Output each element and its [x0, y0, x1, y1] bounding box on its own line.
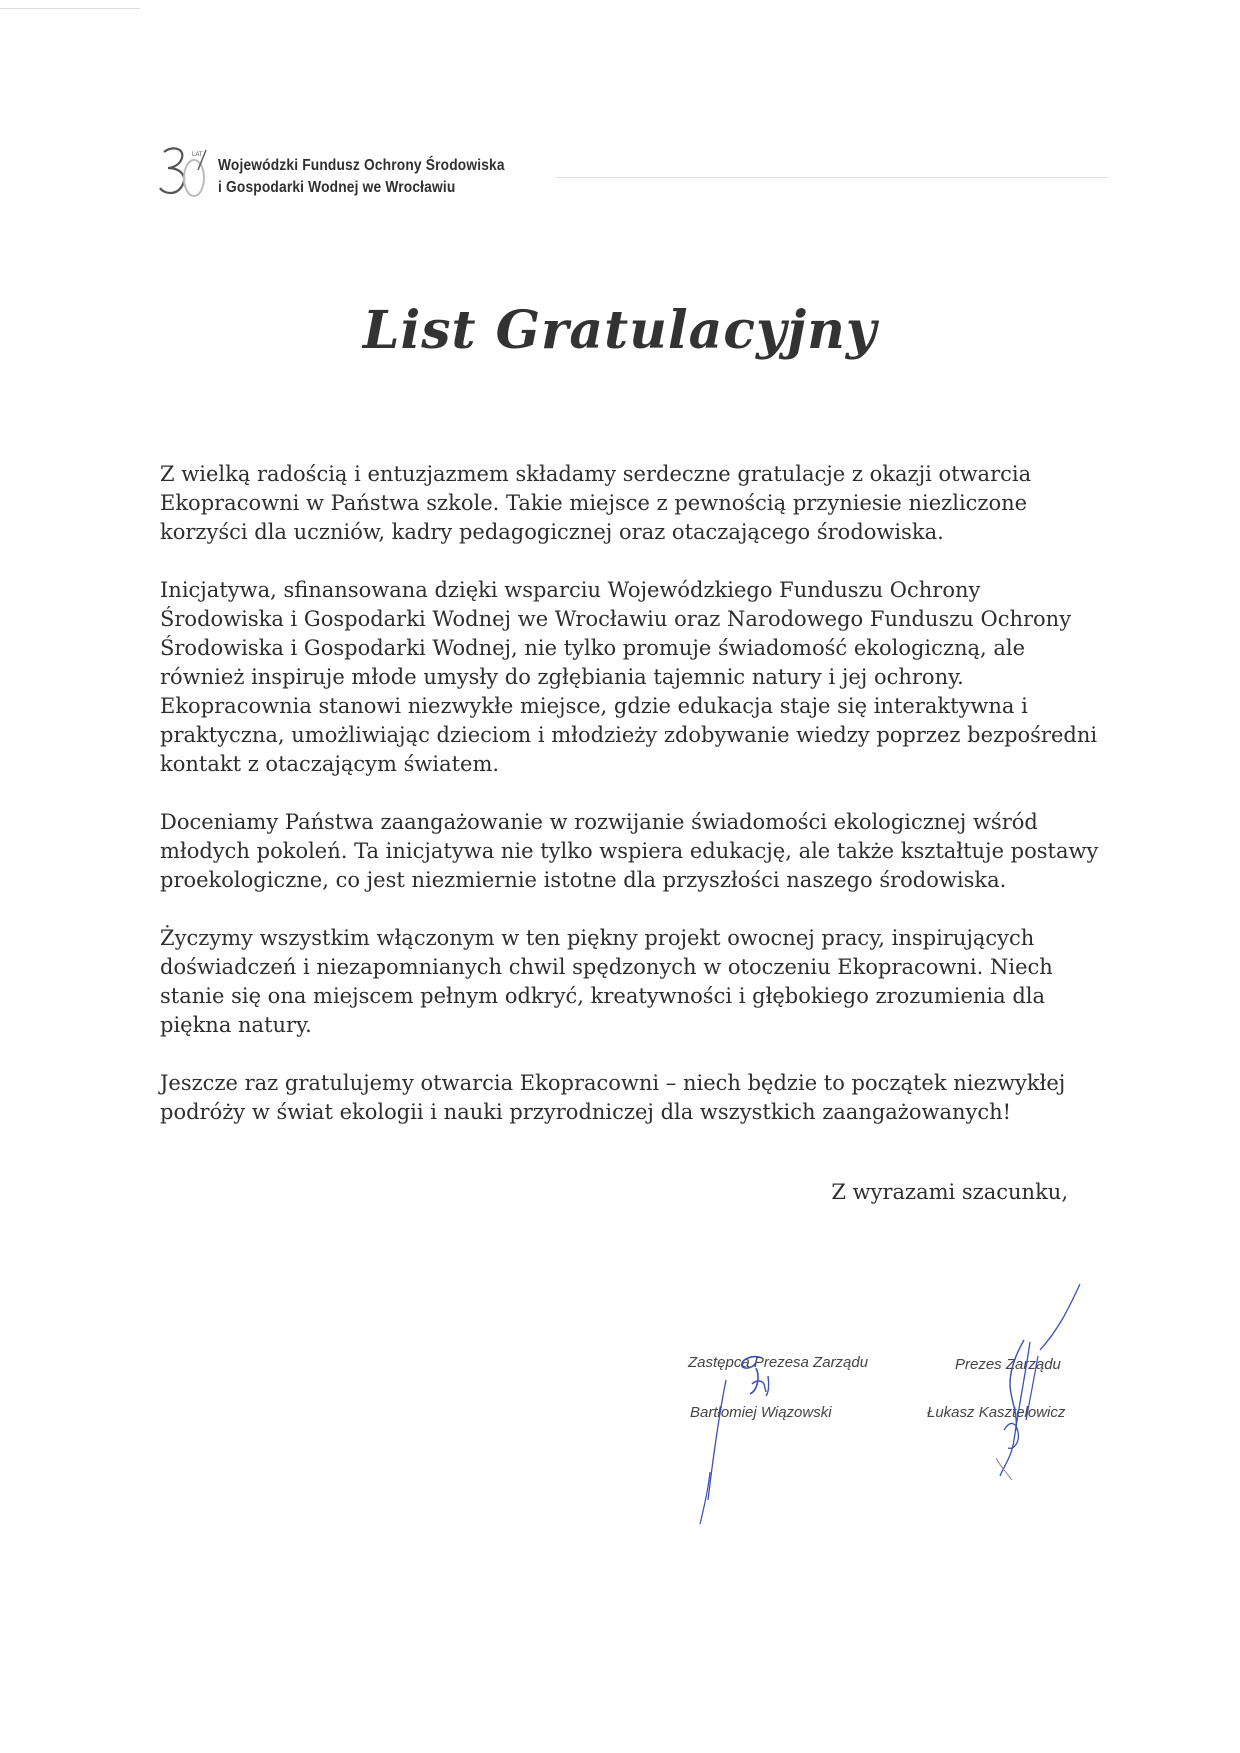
- letterhead: [158, 146, 1108, 210]
- svg-text:LAT: LAT: [192, 152, 203, 158]
- paragraph-1: Z wielką radością i entuzjazmem składamy serdeczne gratulacje z okazji otwarcia Ekopracowni w Państwa szkole. Takie miejsce z pewnością przyniesie niezliczone korzyści dla uczniów, kadry pedagogicznej oraz otaczającego środowiska.: [160, 462, 1032, 544]
- letter-title: List Gratulacyjny: [362, 300, 878, 361]
- organization-name-line2: i Gospodarki Wodnej we Wrocławiu: [218, 179, 456, 196]
- paragraph-4: Życzymy wszystkim włączonym w ten piękny projekt owocnej pracy, inspirujących doświadczeń i niezapomnianych chwil spędzonych w otoczeniu Ekopracowni. Niech stanie się ona miejscem pełnym odkryć, kreatywności i głębokiego zrozumienia dla piękna natury.: [160, 926, 1053, 1037]
- closing-salutation: Z wyrazami szacunku,: [831, 1180, 1068, 1204]
- handwritten-signature-icon: [940, 1280, 1100, 1490]
- handwritten-signature-icon: [670, 1340, 790, 1540]
- organization-name-line1: Wojewódzki Fundusz Ochrony Środowiska: [218, 157, 505, 174]
- header-divider: [556, 177, 1108, 178]
- signatory-role: Zastępca Prezesa Zarządu: [688, 1354, 869, 1371]
- paragraph-2: Inicjatywa, sfinansowana dzięki wsparciu Wojewódzkiego Funduszu Ochrony Środowiska i Gospodarki Wodnej we Wrocławiu oraz Narodowego Funduszu Ochrony Środowiska i Gospodarki Wodnej, nie tylko promuje świadomość ekologiczną, ale również inspiruje młode umysły do zgłębiania tajemnic natury i jej ochrony. Ekopracownia stanowi niezwykłe miejsce, gdzie edukacja staje się interaktywna i praktyczna, umożliwiając dzieciom i młodzieży zdobywanie wiedzy poprzez bezpośredni kontakt z otaczającym światem.: [160, 578, 1098, 776]
- scan-edge-line: [0, 8, 140, 9]
- signatory-name: Bartłomiej Wiązowski: [690, 1404, 832, 1421]
- wfosigw-30-lat-logo-icon: [158, 146, 218, 210]
- signatory-role: Prezes Zarządu: [955, 1356, 1061, 1373]
- paragraph-3: Doceniamy Państwa zaangażowanie w rozwijanie świadomości ekologicznej wśród młodych pokoleń. Ta inicjatywa nie tylko wspiera edukację, ale także kształtuje postawy proekologiczne, co jest niezmiernie istotne dla przyszłości naszego środowiska.: [160, 810, 1099, 892]
- signatory-name: Łukasz Kasztelowicz: [927, 1404, 1066, 1421]
- letter-body: [160, 460, 1106, 1156]
- organization-name: [218, 155, 505, 199]
- paragraph-5: Jeszcze raz gratulujemy otwarcia Ekopracowni – niech będzie to początek niezwykłej podróży w świat ekologii i nauki przyrodniczej dla wszystkich zaangażowanych!: [160, 1071, 1066, 1124]
